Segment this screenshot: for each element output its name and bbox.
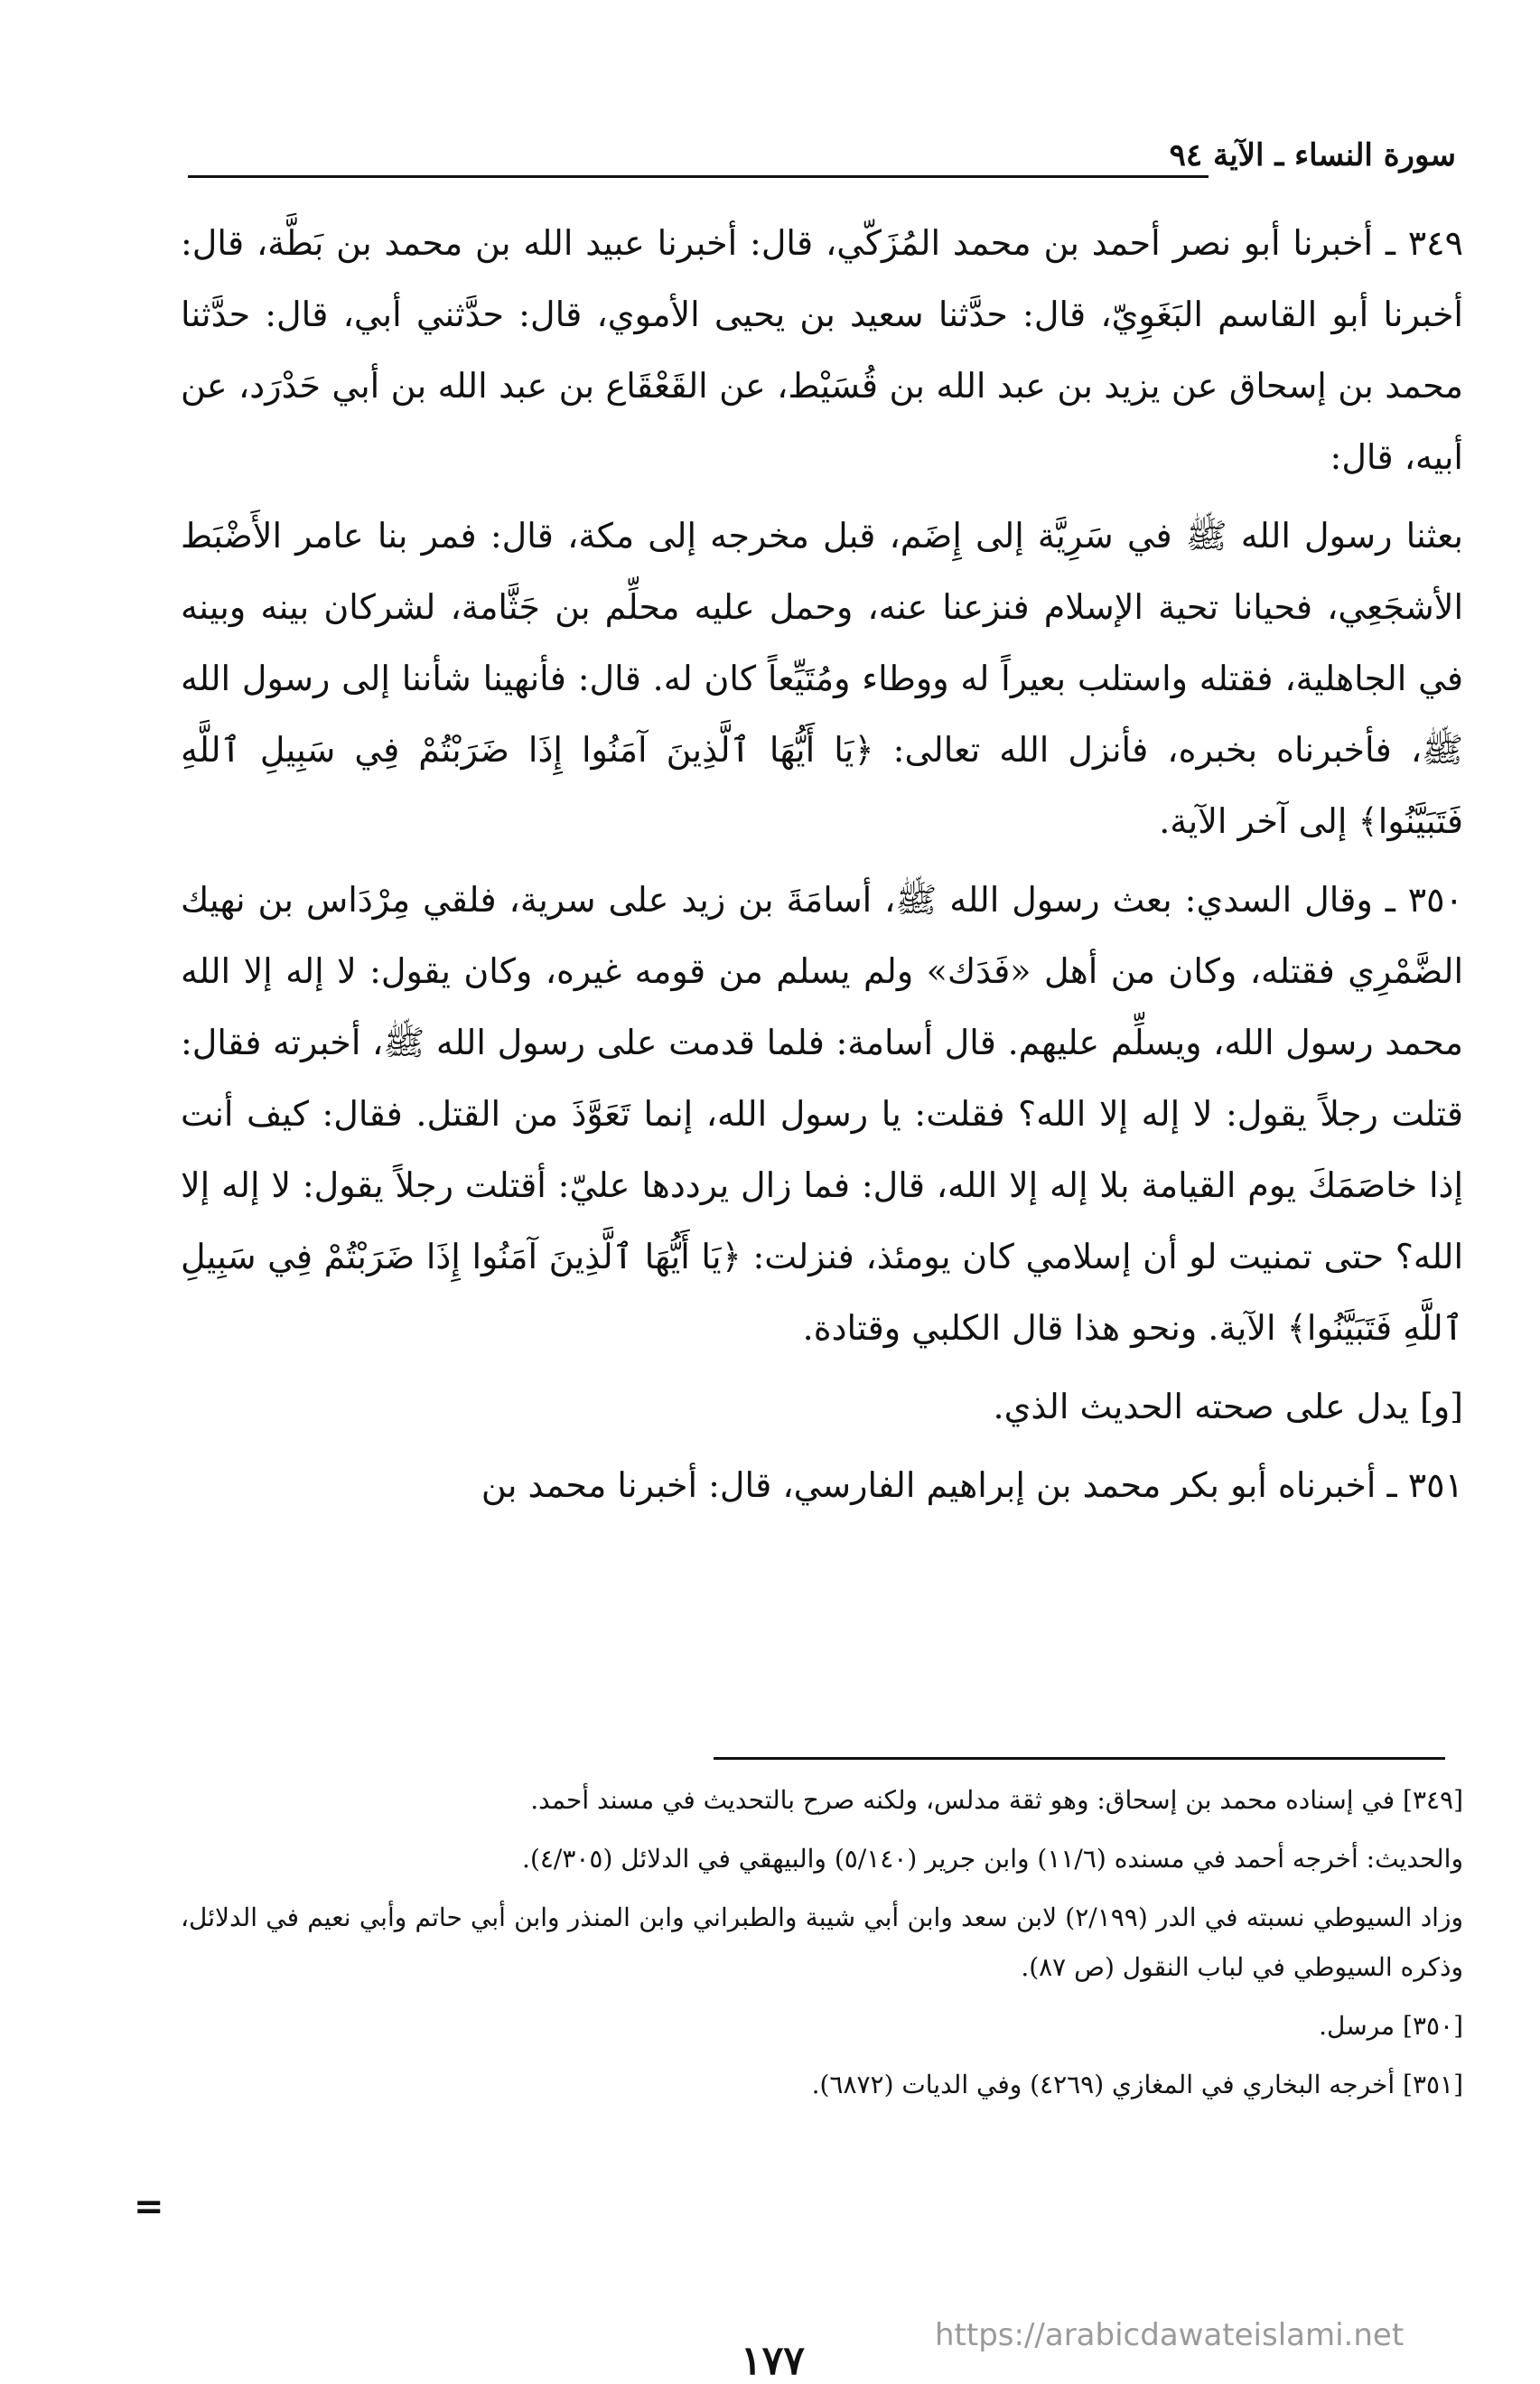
footnotes <box>181 1775 1463 2118</box>
running-header <box>188 134 1461 177</box>
watermark-url: https://arabicdawateislami.net <box>935 2317 1405 2353</box>
paragraph-349-hadith: بعثنا رسول الله ﷺ في سَرِيَّة إلى إِضَم، قبل مخرجه إلى مكة، قال: فمر بنا عامر الأَضْبَط الأشجَعِي، فحيانا تحية الإسلام فنزعنا عنه، وحمل عليه محلِّم بن جَثَّامة، لشركان بينه وبينه في الجاهلية، فقتله واستلب بعيراً له ووطاء ومُتَيِّعاً كان له. قال: فأنهينا شأننا إلى رسول الله ﷺ، فأخبرناه بخبره، فأنزل الله تعالى: ﴿يَا أَيُّهَا ٱلَّذِينَ آمَنُوا إِذَا ضَرَبْتُمْ فِي سَبِيلِ ٱللَّهِ فَتَبَيَّنُوا﴾ إلى آخر الآية. <box>181 516 1463 841</box>
footnote-350: [٣٥٠] مرسل. <box>1319 2011 1463 2041</box>
main-text <box>181 208 1463 1529</box>
footnote-rule <box>714 1757 1445 1760</box>
paragraph-note: [و] يدل على صحته الحديث الذي. <box>993 1387 1463 1426</box>
paragraph-349: ٣٤٩ ـ أخبرنا أبو نصر أحمد بن محمد المُزَكّي، قال: أخبرنا عبيد الله بن محمد بن بَطَّة، قال: أخبرنا أبو القاسم البَغَوِيّ، قال: حدَّثنا سعيد بن يحيى الأموي، قال: حدَّثني أبي، قال: حدَّثنا محمد بن إسحاق عن يزيد بن عبد الله بن قُسَيْط، عن القَعْقَاع بن عبد الله بن أبي حَدْرَد، عن أبيه، قال: <box>181 223 1463 477</box>
page-number: ١٧٧ <box>741 2338 805 2384</box>
footnote-349: [٣٤٩] في إسناده محمد بن إسحاق: وهو ثقة مدلس، ولكنه صرح بالتحديث في مسند أحمد. <box>530 1785 1463 1815</box>
paragraph-350: ٣٥٠ ـ وقال السدي: بعث رسول الله ﷺ، أسامَةَ بن زيد على سرية، فلقي مِرْدَاس بن نهيك الضَّمْرِي فقتله، وكان من أهل «فَدَك» ولم يسلم من قومه غيره، وكان يقول: لا إله إلا الله محمد رسول الله، ويسلِّم عليهم. قال أسامة: فلما قدمت على رسول الله ﷺ، أخبرته فقال: قتلت رجلاً يقول: لا إله إلا الله؟ فقلت: يا رسول الله، إنما تَعَوَّذَ من القتل. فقال: كيف أنت إذا خاصَمَكَ يوم القيامة بلا إله إلا الله، قال: فما زال يرددها عليّ: أقتلت رجلاً يقول: لا إله إلا الله؟ حتى تمنيت لو أن إسلامي كان يومئذ، فنزلت: ﴿يَا أَيُّهَا ٱلَّذِينَ آمَنُوا إِذَا ضَرَبْتُمْ فِي سَبِيلِ ٱللَّهِ فَتَبَيَّنُوا﴾ الآية. ونحو هذا قال الكلبي وقتادة. <box>181 880 1463 1348</box>
paragraph-351: ٣٥١ ـ أخبرناه أبو بكر محمد بن إبراهيم الفارسي، قال: أخبرنا محمد بن <box>481 1465 1463 1505</box>
footnote-349-suyuti: وزاد السيوطي نسبته في الدر (٢/١٩٩) لابن سعد وابن أبي شيبة والطبراني وابن المنذر وابن أبي حاتم وأبي نعيم في الدلائل، وذكره السيوطي في لباب النقول (ص ٨٧). <box>181 1903 1463 1982</box>
header-rule <box>188 175 1209 178</box>
header-title: سورة النساء ـ الآية ٩٤ <box>1169 137 1456 173</box>
footnote-351: [٣٥١] أخرجه البخاري في المغازي (٤٢٦٩) وفي الديات (٦٨٧٢). <box>811 2070 1463 2099</box>
continuation-mark: = <box>134 2186 164 2228</box>
footnote-349-takhrij: والحديث: أخرجه أحمد في مسنده (١١/٦) وابن جرير (٥/١٤٠) والبيهقي في الدلائل (٤/٣٠٥). <box>522 1844 1463 1874</box>
